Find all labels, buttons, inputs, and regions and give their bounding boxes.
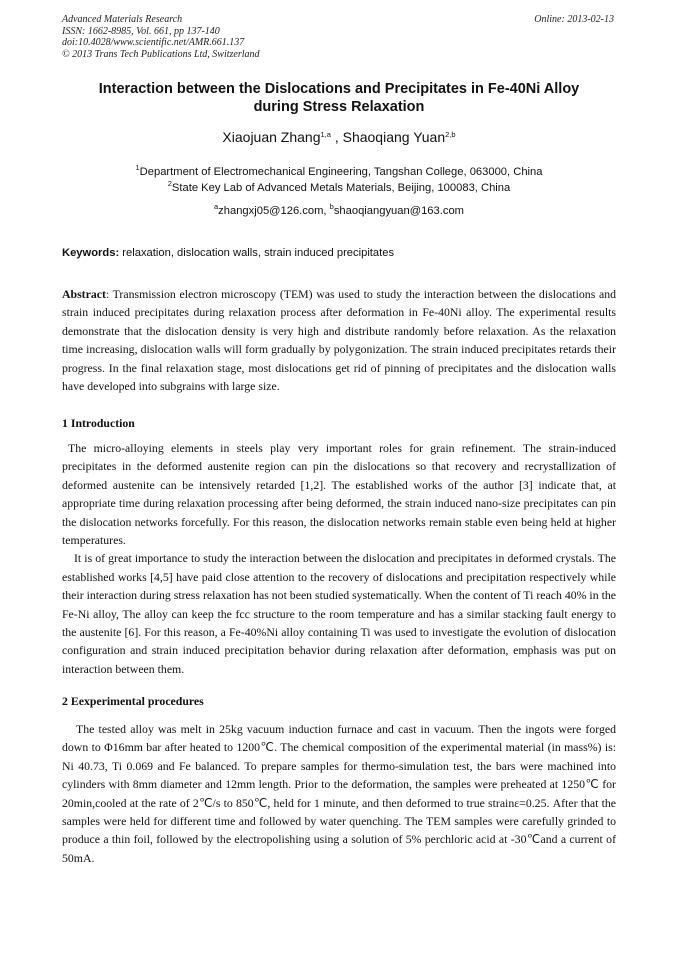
author-affiliation-mark: 2,b bbox=[445, 130, 456, 139]
email-mark: a bbox=[213, 202, 219, 211]
section-heading-experimental: 2 Eexperimental procedures bbox=[62, 694, 204, 708]
journal-doi[interactable]: doi:10.4028/www.scientific.net/AMR.661.137 bbox=[62, 37, 245, 48]
author-name: Xiaojuan Zhang bbox=[222, 129, 321, 145]
author-list bbox=[62, 129, 616, 145]
paper-title-line-1: Interaction between the Dislocations and Precipitates in Fe-40Ni Alloy bbox=[98, 81, 580, 97]
author-affiliation-mark: 1,a bbox=[320, 130, 331, 139]
affiliation-text: Department of Electromechanical Engineering, Tangshan College, 063000, China bbox=[139, 166, 543, 178]
journal-copyright: © 2013 Trans Tech Publications Ltd, Switzerland bbox=[62, 48, 260, 60]
paper-title-line-2: during Stress Relaxation bbox=[253, 99, 425, 115]
experimental-body bbox=[62, 720, 616, 867]
journal-name: Advanced Materials Research bbox=[62, 14, 183, 25]
affiliation-mark: 1 bbox=[135, 163, 140, 172]
introduction-body bbox=[62, 439, 616, 678]
affiliation-1 bbox=[62, 164, 616, 180]
paragraph: The tested alloy was melt in 25kg vacuum induction furnace and cast in vacuum. Then the ingots were forged down to Φ16mm bar after heated to 1200℃. The chemical composition of the experimental material (in mass%) is: Ni 40.73, Ti 0.069 and Fe balanced. To prepare samples for thermo-simulation test, the bars were machined into cylinders with 8mm diameter and 12mm length. Prior to the deformation, the samples were preheated at 1250℃ for 20min,cooled at the rate of 2℃/s to 850℃, held for 1 minute, and then deformed to true strainε=0.25. After that the samples were held for different time and followed by water quenching. The TEM samples were carefully grinded to produce a thin foil, followed by the electropolishing using a solution of 5% perchloric acid at -30℃and a current of 50mA. bbox=[62, 722, 616, 865]
paragraph: The micro-alloying elements in steels play very important roles for grain refinement. The strain-induced precipitates in the deformed austenite region can pin the dislocations so that recovery and recrystallization of deformed austenite can be intensively retarded [1,2]. The established works of the author [3] indicate that, at appropriate time during relaxation processing after being deformed, the strain induced nano-size precipitates can pin the dislocation networks forcefully. For this reason, the dislocation networks remain stable even being held at higher temperatures. bbox=[62, 441, 616, 548]
abstract-text: : Transmission electron microscopy (TEM) was used to study the interaction between the dislocations and strain induced precipitates during relaxation process after deformation in Fe-40Ni alloy. The experimental results demonstrate that the dislocation density is very high and distribute randomly before relaxation. As the relaxation time increasing, dislocation walls will form gradually by polygonization. The strain induced precipitates retards their progress. In the final relaxation stage, most dislocations get rid of pinning of precipitates and the dislocation walls have developed into subgrains with large size. bbox=[62, 287, 616, 394]
email-address[interactable]: shaoqiangyuan@163.com bbox=[333, 205, 464, 217]
email-mark: b bbox=[329, 202, 334, 211]
keywords-text: relaxation, dislocation walls, strain induced precipitates bbox=[119, 247, 395, 259]
journal-issn: ISSN: 1662-8985, Vol. 661, pp 137-140 bbox=[62, 25, 220, 37]
affiliations bbox=[62, 164, 616, 196]
keywords-label: Keywords: bbox=[62, 247, 120, 259]
paragraph: It is of great importance to study the interaction between the dislocation and precipitates in deformed crystals. The established works [4,5] have paid close attention to the recovery of dislocations and precipitation respectively while their interaction during stress relaxation has not been studied systematically. When the content of Ti reach 40% in the Fe-Ni alloy, The alloy can keep the fcc structure to the room temperature and has a similar stacking fault energy to the austenite [6]. For this reason, a Fe-40%Ni alloy containing Ti was used to investigate the evolution of dislocation configuration and strain induced precipitation behavior during relaxation after deformation, emphasis was put on interaction between them. bbox=[62, 551, 616, 676]
author-emails bbox=[62, 202, 616, 217]
abstract-label: Abstract bbox=[62, 287, 106, 301]
online-date: Online: 2013-02-13 bbox=[534, 14, 614, 25]
keywords bbox=[62, 247, 616, 259]
abstract bbox=[62, 285, 616, 395]
paper-title bbox=[62, 80, 616, 116]
journal-header bbox=[62, 14, 260, 60]
affiliation-2 bbox=[62, 180, 616, 196]
author-name: Shaoqiang Yuan bbox=[342, 129, 446, 145]
affiliation-text: State Key Lab of Advanced Metals Materials, Beijing, 100083, China bbox=[171, 182, 511, 194]
section-heading-introduction: 1 Introduction bbox=[62, 416, 135, 430]
affiliation-mark: 2 bbox=[167, 179, 172, 188]
email-address[interactable]: zhangxj05@126.com, bbox=[218, 205, 330, 217]
author-separator: , bbox=[330, 129, 343, 145]
